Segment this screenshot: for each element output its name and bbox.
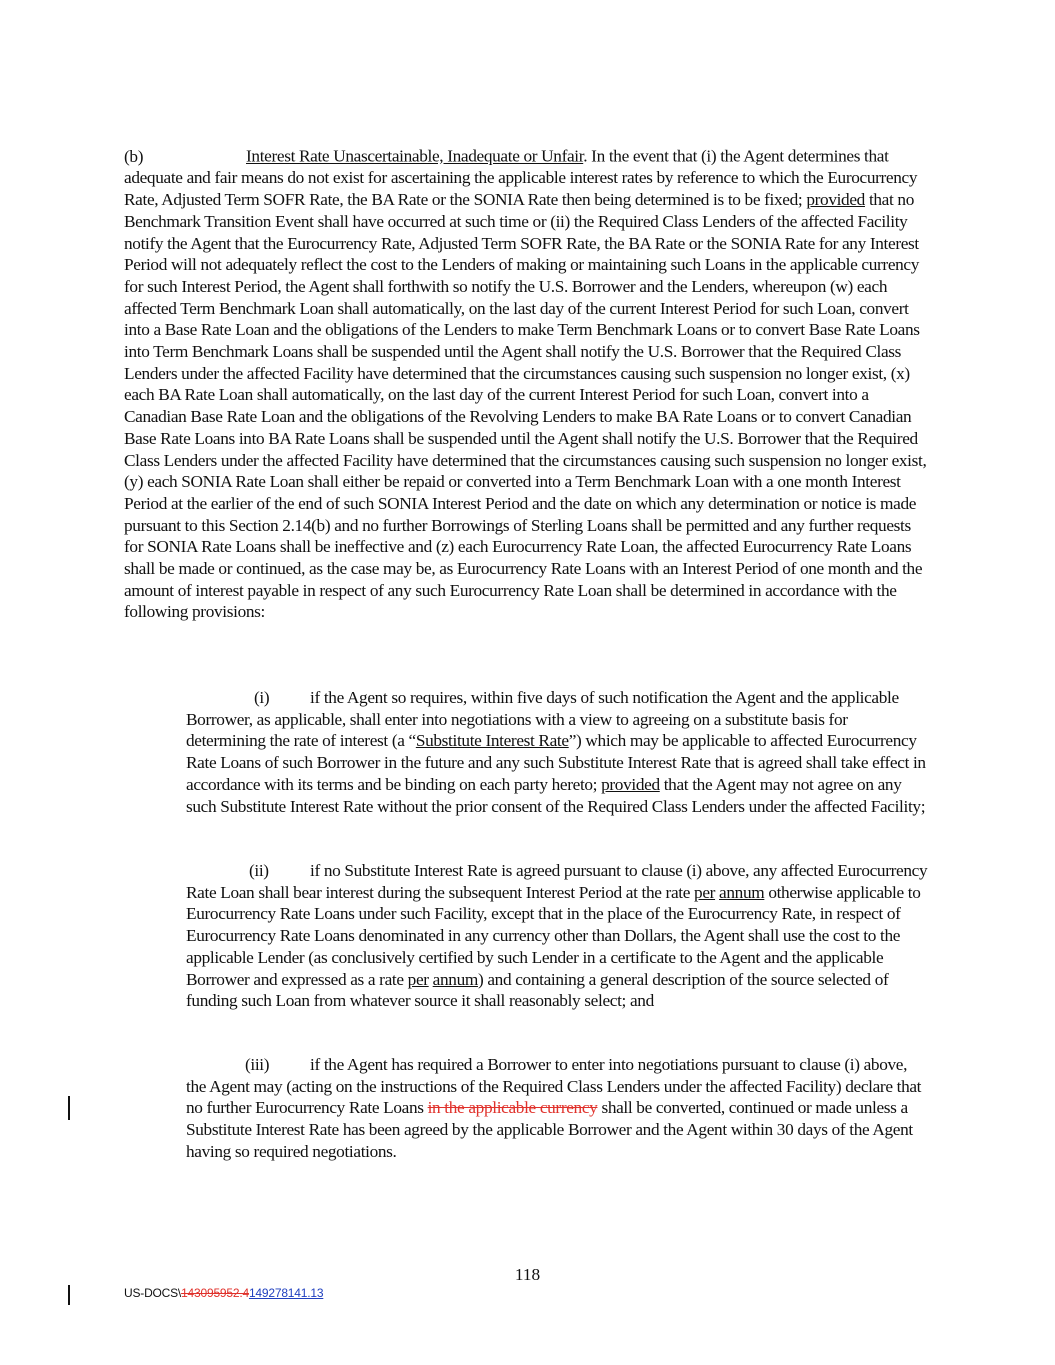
clause-ii-text-2: otherwise applicable to Eurocurrency Rate Loans under such Facility, except that in the place of the Eurocurrency Rate, in respect of Eurocurrency Rate Loans denominated in any currency other than Dollars, the Agent shall use the cost to the applicable Lender (as conclusively certified by such Lender in a certificate to the Agent and the applicable Borrower and expressed as a rate <box>186 882 921 989</box>
clause-iii-text-1: if the Agent has required a Borrower to enter into negotiations pursuant to clause (i) above, the Agent may (acting on the instructions of the Required Class Lenders under the affected Facility) declare that no further Eurocurrency Rate Loans <box>186 1055 922 1118</box>
change-bar-clause-iii <box>68 1096 70 1120</box>
document-id-prefix: US-DOCS\ <box>124 1286 182 1300</box>
clause-iii-label: (iii) <box>245 1055 270 1074</box>
section-b-heading: Interest Rate Unascertainable, Inadequate or Unfair <box>246 146 584 166</box>
section-b-indent <box>124 124 246 167</box>
clause-i-text-3: that the Agent may not agree on any such Substitute Interest Rate without the prior consent of the Required Class Lenders under the affected Facility; <box>186 774 926 816</box>
document-id-deleted: 143095952.4 <box>181 1286 249 1300</box>
clause-ii-paragraph <box>186 860 930 1012</box>
section-b-provided: provided <box>806 190 865 210</box>
clause-ii-per-2: per <box>407 969 429 989</box>
clause-ii-annum-2: annum <box>432 969 478 989</box>
clause-i-indent <box>186 687 310 709</box>
clause-ii-text-1: if no Substitute Interest Rate is agreed pursuant to clause (i) above, any affected Eurocurrency Rate Loan shall bear interest during the subsequent Interest Period at the rate <box>186 861 928 902</box>
document-id-footer <box>124 1286 323 1300</box>
change-bar-footer <box>68 1285 70 1305</box>
clause-i-provided: provided <box>601 774 660 794</box>
clause-ii-indent <box>186 860 310 882</box>
section-b-label: (b) <box>124 146 144 166</box>
clause-ii-per-1: per <box>694 882 716 902</box>
section-b-paragraph <box>124 124 930 623</box>
clause-ii-annum-1: annum <box>719 882 765 902</box>
clause-ii-text-3: ) and containing a general description of the source selected of funding such Loan from whatever source it shall reasonably select; and <box>186 969 889 1011</box>
clause-i-defined-term: Substitute Interest Rate <box>415 731 569 751</box>
clause-i-text-2: ”) which may be applicable to affected Eurocurrency Rate Loans of such Borrower in the future and any such Substitute Interest Rate that is agreed shall take effect in accordance with its terms and be binding on each party hereto; <box>186 731 926 794</box>
document-id-inserted: 149278141.13 <box>248 1286 324 1300</box>
section-b-text-1: . In the event that (i) the Agent determines that adequate and fair means do not exist for ascertaining the applicable interest rates by reference to which the Eurocurrency Rate, Adjusted Term SOFR Rate, the BA Rate or the SONIA Rate then being determined is to be fixed; <box>124 146 918 210</box>
clause-iii-deleted-text: in the applicable currency <box>427 1098 598 1118</box>
clause-i-paragraph <box>186 687 930 817</box>
clause-i-label: (i) <box>254 688 270 707</box>
clause-i-text-1: if the Agent so requires, within five days of such notification the Agent and the applicable Borrower, as applicable, shall enter into negotiations with a view to agreeing on a substitute basis for determining the rate of interest (a “ <box>186 688 899 751</box>
clause-iii-indent <box>186 1054 310 1076</box>
section-b-text-2: that no Benchmark Transition Event shall have occurred at such time or (ii) the Required Class Lenders of the affected Facility notify the Agent that the Eurocurrency Rate, Adjusted Term SOFR Rate, the BA Rate or the SONIA Rate for any Interest Period will not adequately reflect the cost to the Lenders of making or maintaining such Loans in the applicable currency for such Interest Period, the Agent shall forthwith so notify the U.S. Borrower and the Lenders, whereupon (w) each affected Term Benchmark Loan shall automatically, on the last day of the current Interest Period for such Loan, convert into a Base Rate Loan and the obligations of the Lenders to make Term Benchmark Loans or to convert Base Rate Loans into Term Benchmark Loans shall be suspended until the Agent shall notify the U.S. Borrower that the Required Class Lenders under the affected Facility have determined that the circumstances causing such suspension no longer exist, (x) each BA Rate Loan shall automatically, on the last day of the current Interest Period for such Loan, convert into a Canadian Base Rate Loan and the obligations of the Revolving Lenders to make BA Rate Loans or to convert Canadian Base Rate Loans into BA Rate Loans shall be suspended until the Agent shall notify the U.S. Borrower that the Required Class Lenders under the affected Facility have determined that the circumstances causing such suspension no longer exist, (y) each SONIA Rate Loan shall either be repaid or converted into a Term Benchmark Loan with a one month Interest Period at the earlier of the end of such SONIA Interest Period and the date on which any determination or notice is made pursuant to this Section 2.14(b) and no further Borrowings of Sterling Loans shall be permitted and any further requests for SONIA Rate Loans shall be ineffective and (z) each Eurocurrency Rate Loan, the affected Eurocurrency Rate Loans shall be made or continued, as the case may be, as Eurocurrency Rate Loans with an Interest Period of one month and the amount of interest payable in respect of any such Eurocurrency Rate Loan shall be determined in accordance with the following provisions: <box>124 190 927 622</box>
clause-ii-label: (ii) <box>249 861 269 880</box>
clause-iii-paragraph <box>186 1054 930 1163</box>
clause-iii-text-2: shall be converted, continued or made unless a Substitute Interest Rate has been agreed by the applicable Borrower and the Agent within 30 days of the Agent having so required negotiations. <box>186 1098 913 1161</box>
page-number: 118 <box>514 1265 541 1284</box>
